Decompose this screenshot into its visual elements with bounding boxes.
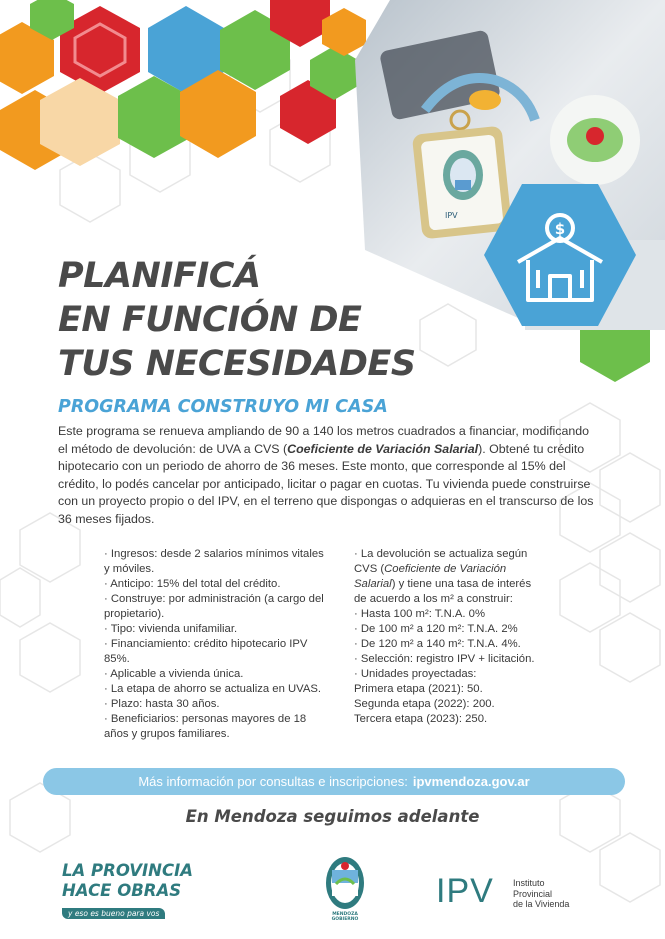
list-item: · Hasta 100 m²: T.N.A. 0%: [354, 608, 486, 620]
mendoza-crest-icon: [324, 854, 366, 912]
provincia-logo: [62, 861, 212, 920]
info-bar-text: Más información por consultas e inscripciones:: [138, 774, 408, 789]
list-item: Primera etapa (2021): 50.: [354, 683, 483, 695]
headline-line-1: PLANIFICÁ: [58, 256, 261, 296]
devolucion-text-1: · La devolución se actualiza según CVS (: [354, 548, 528, 575]
headline-line-2: EN FUNCIÓN DE: [58, 300, 362, 340]
list-item: · Selección: registro IPV + licitación.: [354, 653, 535, 665]
ipv-name-line-3: de la Vivienda: [513, 899, 570, 909]
intro-emphasis: Coeficiente de Variación Salarial: [287, 441, 479, 456]
headline: [58, 254, 478, 386]
devolucion-text-2: ) y tiene una tasa de interés de acuerdo a los m² a construir:: [354, 578, 532, 605]
svg-text:IPV: IPV: [445, 211, 458, 220]
headline-line-3: TUS NECESIDADES: [58, 344, 416, 384]
list-item: Segunda etapa (2022): 200.: [354, 698, 495, 710]
requirements-list-left: [104, 547, 329, 742]
list-item: · Beneficiarios: personas mayores de 18 años y grupos familiares.: [104, 713, 307, 740]
list-item: · De 120 m² a 140 m²: T.N.A. 4%.: [354, 638, 521, 650]
info-bar: [43, 768, 625, 795]
list-item: · Anticipo: 15% del total del crédito.: [104, 578, 281, 590]
list-item: · Plazo: hasta 30 años.: [104, 698, 220, 710]
provincia-line-1: LA PROVINCIA: [62, 861, 194, 880]
list-item: [354, 547, 544, 607]
ipv-name-line-1: Instituto: [513, 878, 545, 888]
provincia-line-2: HACE OBRAS: [62, 881, 182, 900]
slogan: En Mendoza seguimos adelante: [185, 807, 480, 826]
mendoza-crest-logo: [324, 854, 366, 920]
list-item: · Construye: por administración (a cargo del propietario).: [104, 593, 324, 620]
house-dollar-icon: [480, 180, 640, 330]
svg-text:$: $: [554, 220, 566, 238]
ipv-institute-name: [513, 878, 569, 910]
list-item: · Tipo: vivienda unifamiliar.: [104, 623, 238, 635]
requirements-list-right: [354, 547, 544, 727]
list-item: · Unidades proyectadas:: [354, 668, 477, 680]
intro-text-1: Este programa se renueva ampliando de 90 a 140 los metros cuadrados a financiar, modificando el método de devolución: de UVA a CVS (: [58, 424, 590, 456]
list-item: · La etapa de ahorro se actualiza en UVAS.: [104, 683, 322, 695]
ipv-name-line-2: Provincial: [513, 888, 553, 899]
ipv-logo: IPV: [436, 872, 494, 910]
intro-paragraph: [58, 423, 598, 528]
crest-label: MENDOZA GOBIERNO: [331, 912, 359, 922]
list-item: · Aplicable a vivienda única.: [104, 668, 244, 680]
website-link[interactable]: ipvmendoza.gov.ar: [412, 774, 530, 789]
provincia-tagline: y eso es bueno para vos: [62, 908, 165, 919]
list-item: · Financiamiento: crédito hipotecario IPV 85%.: [104, 638, 308, 665]
program-title: PROGRAMA CONSTRUYO MI CASA: [58, 397, 388, 417]
list-item: Tercera etapa (2023): 250.: [354, 713, 488, 725]
list-item: · De 100 m² a 120 m²: T.N.A. 2%: [354, 623, 518, 635]
devolucion-emphasis: Coeficiente de Variación Salarial: [354, 563, 507, 590]
list-item: · Ingresos: desde 2 salarios mínimos vitales y móviles.: [104, 548, 324, 575]
intro-text-2: ). Obtené tu crédito hipotecario con un periodo de ahorro de 36 meses. Este monto, que corresponde al 15% del crédito, lo podés cancelar por anticipado, licitar o pagar en cuotas. Tu vivienda puede construirse con un proyecto propio o del IPV, en el terreno que dispongas o adquieras en el transcurso de los 36 meses fijados.: [58, 441, 594, 526]
